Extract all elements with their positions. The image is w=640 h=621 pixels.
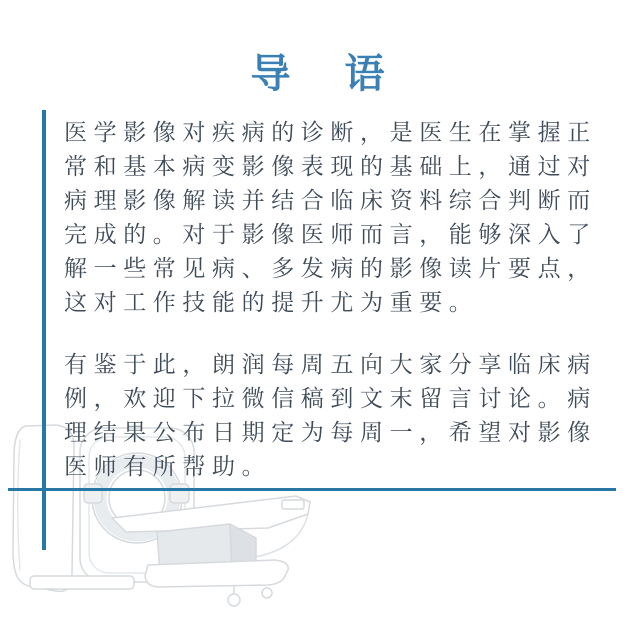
text-line: 常和基本病变影像表现的基础上，通过对	[64, 154, 597, 180]
text-line: 病理影像解读并结合临床资料综合判断而	[64, 188, 597, 214]
text-line: 完成的。对于影像医师而言，能够深入了	[64, 222, 597, 248]
page-title: 导 语	[250, 51, 390, 97]
horizontal-accent-line	[8, 488, 616, 491]
intro-paragraph-1	[64, 116, 609, 320]
intro-paragraph-2	[64, 348, 609, 484]
gantry-stand-inner-line	[18, 440, 20, 570]
text-line: 这对工作技能的提升尤为重要。	[64, 290, 479, 316]
vertical-accent-line	[42, 110, 46, 550]
gantry-panel-right	[170, 484, 189, 503]
text-line: 例，欢迎下拉微信稿到文末留言讨论。病	[64, 386, 597, 412]
gantry-panel-left	[84, 484, 102, 503]
text-line: 医学影像对疾病的诊断，是医生在掌握正	[64, 120, 597, 146]
text-line: 医师有所帮助。	[64, 454, 272, 480]
table-base-platform	[145, 560, 288, 587]
body-text	[64, 116, 609, 484]
gantry-base-plate	[30, 576, 134, 589]
caster-wheel-left	[228, 594, 240, 606]
caster-wheel-right	[262, 588, 272, 598]
text-line: 解一些常见病、多发病的影像读片要点，	[64, 256, 597, 282]
text-line: 有鉴于此，朗润每周五向大家分享临床病	[64, 352, 597, 378]
text-line: 理结果公布日期定为每周一，希望对影像	[64, 420, 597, 446]
